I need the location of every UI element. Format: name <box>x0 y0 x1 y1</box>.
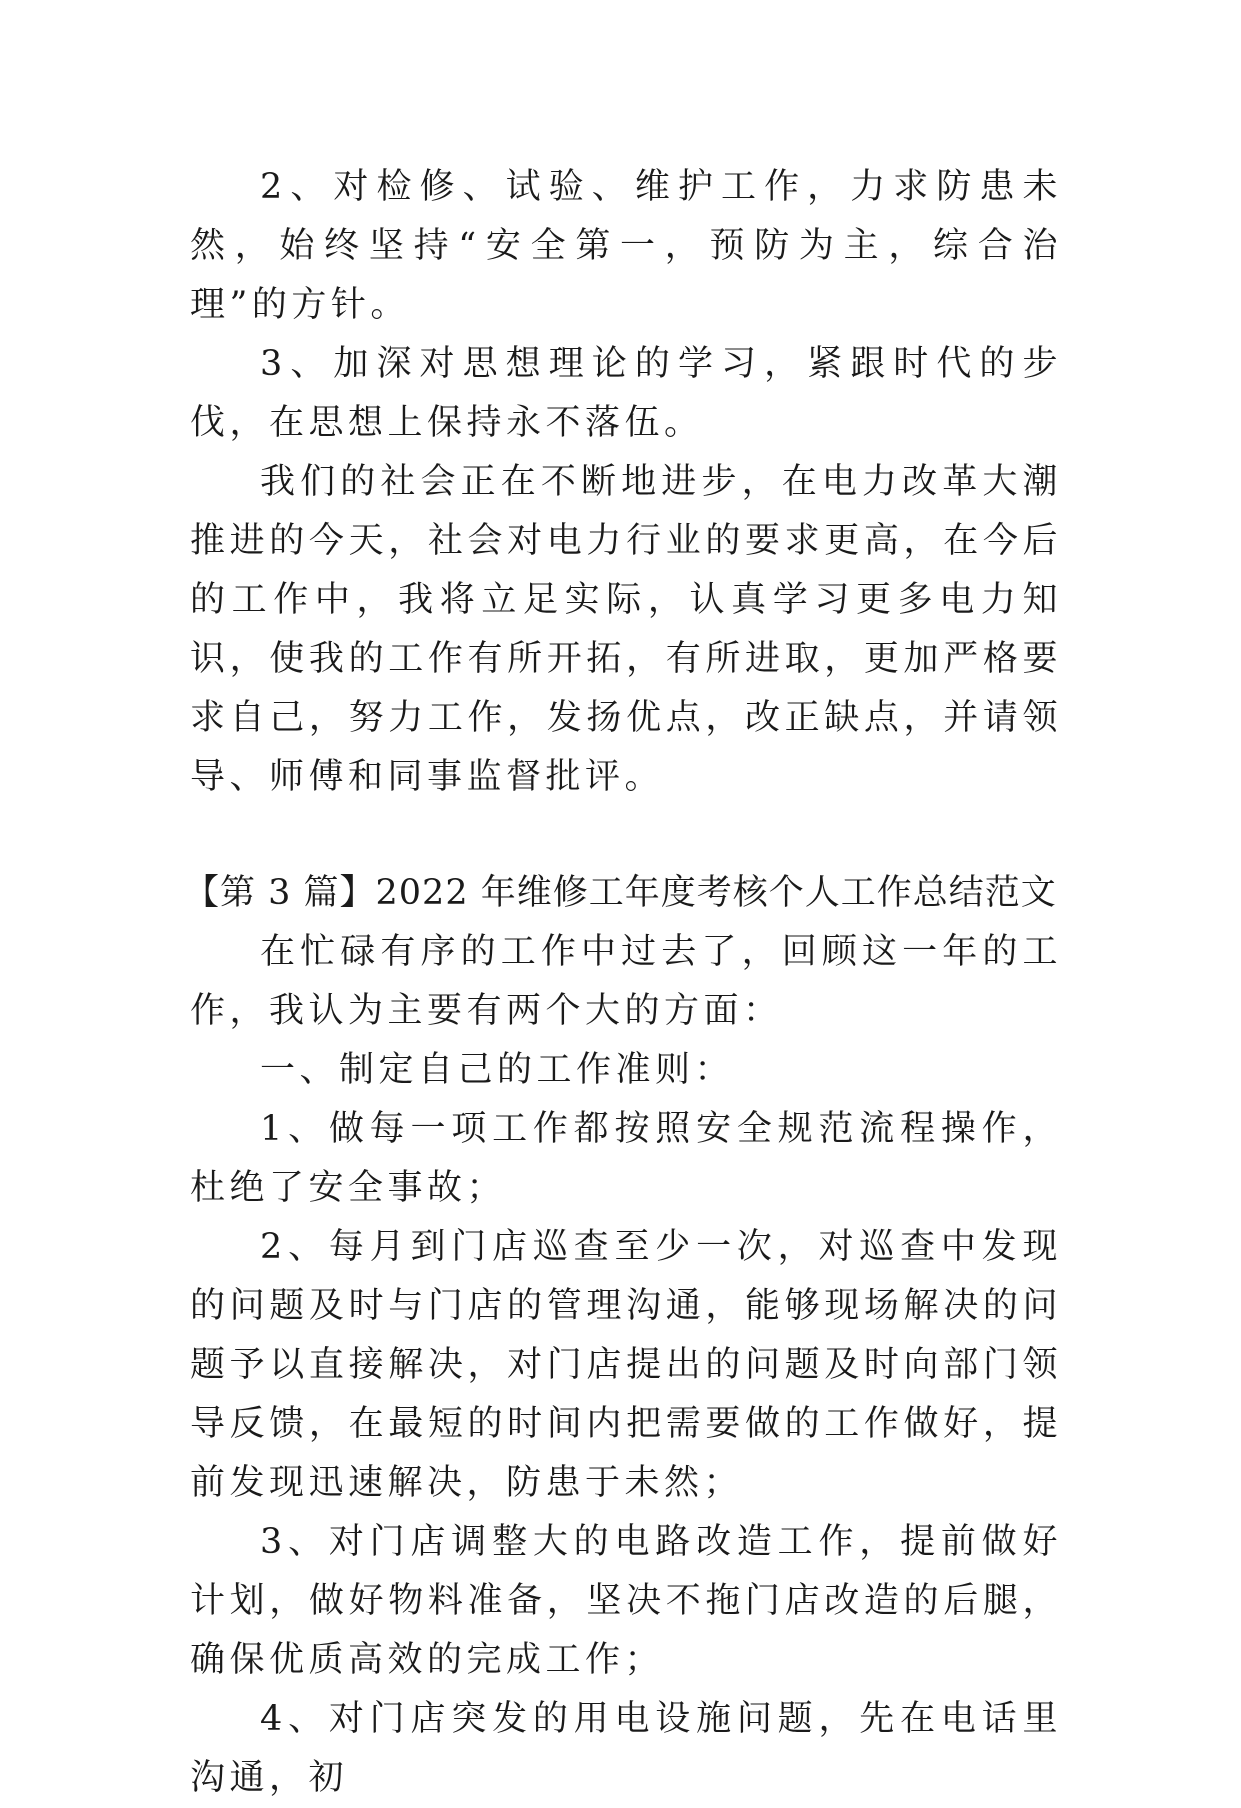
paragraph-theory-study: 3、加深对思想理论的学习，紧跟时代的步伐，在思想上保持永不落伍。 <box>190 344 1062 443</box>
paragraph-item-3: 3、对门店调整大的电路改造工作，提前做好计划，做好物料准备，坚决不拖门店改造的后腿，确保优质高效的完成工作； <box>190 1522 1062 1680</box>
section-heading: 【第 3 篇】2022 年维修工年度考核个人工作总结范文 <box>184 873 1057 913</box>
paragraph-work-principles: 一、制定自己的工作准则： <box>260 1050 735 1090</box>
paragraph-item-2: 2、每月到门店巡查至少一次，对巡查中发现的问题及时与门店的管理沟通，能够现场解决的问题予以直接解决，对门店提出的问题及时向部门领导反馈，在最短的时间内把需要做的工作做好，提前发现迅速解决，防患于未然； <box>190 1227 1062 1503</box>
paragraph-item-1: 1、做每一项工作都按照安全规范流程操作，杜绝了安全事故； <box>190 1109 1062 1208</box>
paragraph-item-4: 4、对门店突发的用电设施问题，先在电话里沟通，初 <box>190 1699 1062 1798</box>
paragraph-maintenance-safety: 2、对检修、试验、维护工作，力求防患未然，始终坚持“安全第一，预防为主，综合治理”的方针。 <box>190 167 1062 325</box>
document-body <box>184 158 1062 1808</box>
paragraph-future-commitment: 我们的社会正在不断地进步，在电力改革大潮推进的今天，社会对电力行业的要求更高，在今后的工作中，我将立足实际，认真学习更多电力知识，使我的工作有所开拓，有所进取，更加严格要求自己，努力工作，发扬优点，改正缺点，并请领导、师傅和同事监督批评。 <box>190 462 1062 797</box>
paragraph-year-review: 在忙碌有序的工作中过去了，回顾这一年的工作，我认为主要有两个大的方面： <box>190 932 1062 1031</box>
